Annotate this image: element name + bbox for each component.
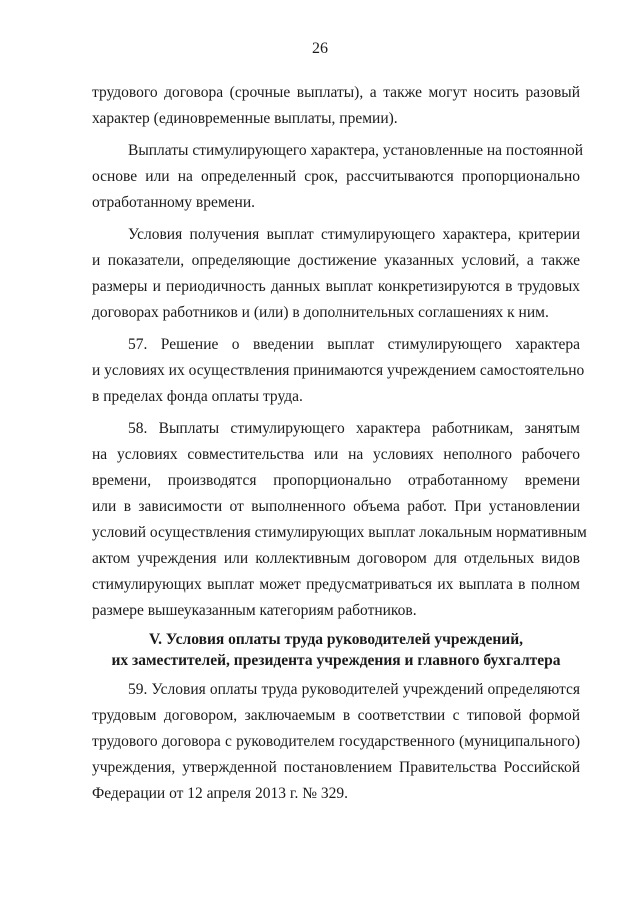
text-line: Выплаты стимулирующего характера, установленные на постоянной	[128, 142, 584, 159]
text-line: в пределах фонда оплаты труда.	[92, 388, 303, 405]
text-line: условий осуществления стимулирующих выплат локальным нормативным	[92, 524, 587, 541]
body-text-top	[92, 80, 587, 630]
text-line: трудовым договором, заключаемым в соответствии с типовой формой	[92, 707, 580, 724]
body-text-bottom	[92, 677, 580, 813]
text-line: характер (единовременные выплаты, премии).	[92, 110, 398, 127]
text-line: Федерации от 12 апреля 2013 г. № 329.	[92, 785, 349, 802]
text-line: актом учреждения или коллективным договором для отдельных видов	[92, 550, 580, 567]
text-line: и показатели, определяющие достижение указанных условий, а также	[92, 252, 580, 269]
text-line: трудового договора (срочные выплаты), а также могут носить разовый	[92, 84, 580, 101]
text-line: 58. Выплаты стимулирующего характера работникам, занятым	[128, 420, 580, 437]
text-line: трудового договора с руководителем государственного (муниципального)	[92, 733, 580, 750]
text-line: и условиях их осуществления принимаются учреждением самостоятельно	[92, 362, 585, 379]
text-line: Условия получения выплат стимулирующего характера, критерии	[128, 226, 580, 243]
text-line: размере вышеуказанным категориям работников.	[92, 602, 417, 619]
text-line: основе или на определенный срок, рассчитываются пропорционально	[92, 168, 580, 185]
text-line: 57. Решение о введении выплат стимулирующего характера	[128, 336, 580, 353]
section-heading-line-2: их заместителей, президента учреждения и главного бухгалтера	[111, 652, 561, 669]
text-line: времени, производятся пропорционально отработанному времени	[92, 472, 580, 489]
section-heading-line-1: V. Условия оплаты труда руководителей учреждений,	[148, 631, 523, 648]
paragraph-p-continuation	[92, 80, 580, 132]
text-line: учреждения, утвержденной постановлением Правительства Российской	[92, 759, 580, 776]
paragraph-p-58	[92, 416, 587, 624]
page-number: 26	[312, 40, 328, 57]
paragraph-p-57	[92, 332, 585, 410]
section-heading	[92, 629, 580, 671]
text-line: стимулирующих выплат может предусматриваться их выплата в полном	[92, 576, 580, 593]
text-line: отработанному времени.	[92, 194, 255, 211]
paragraph-p-conditions	[92, 222, 580, 326]
text-line: 59. Условия оплаты труда руководителей учреждений определяются	[128, 681, 580, 698]
text-line: на условиях совместительства или на условиях неполного рабочего	[92, 446, 580, 463]
text-line: размеры и периодичность данных выплат конкретизируются в трудовых	[92, 278, 580, 295]
text-line: или в зависимости от выполненного объема работ. При установлении	[92, 498, 580, 515]
paragraph-p-stimulating-fixed	[92, 138, 584, 216]
paragraph-p-59	[92, 677, 580, 807]
text-line: договорах работников и (или) в дополнительных соглашениях к ним.	[92, 304, 549, 321]
